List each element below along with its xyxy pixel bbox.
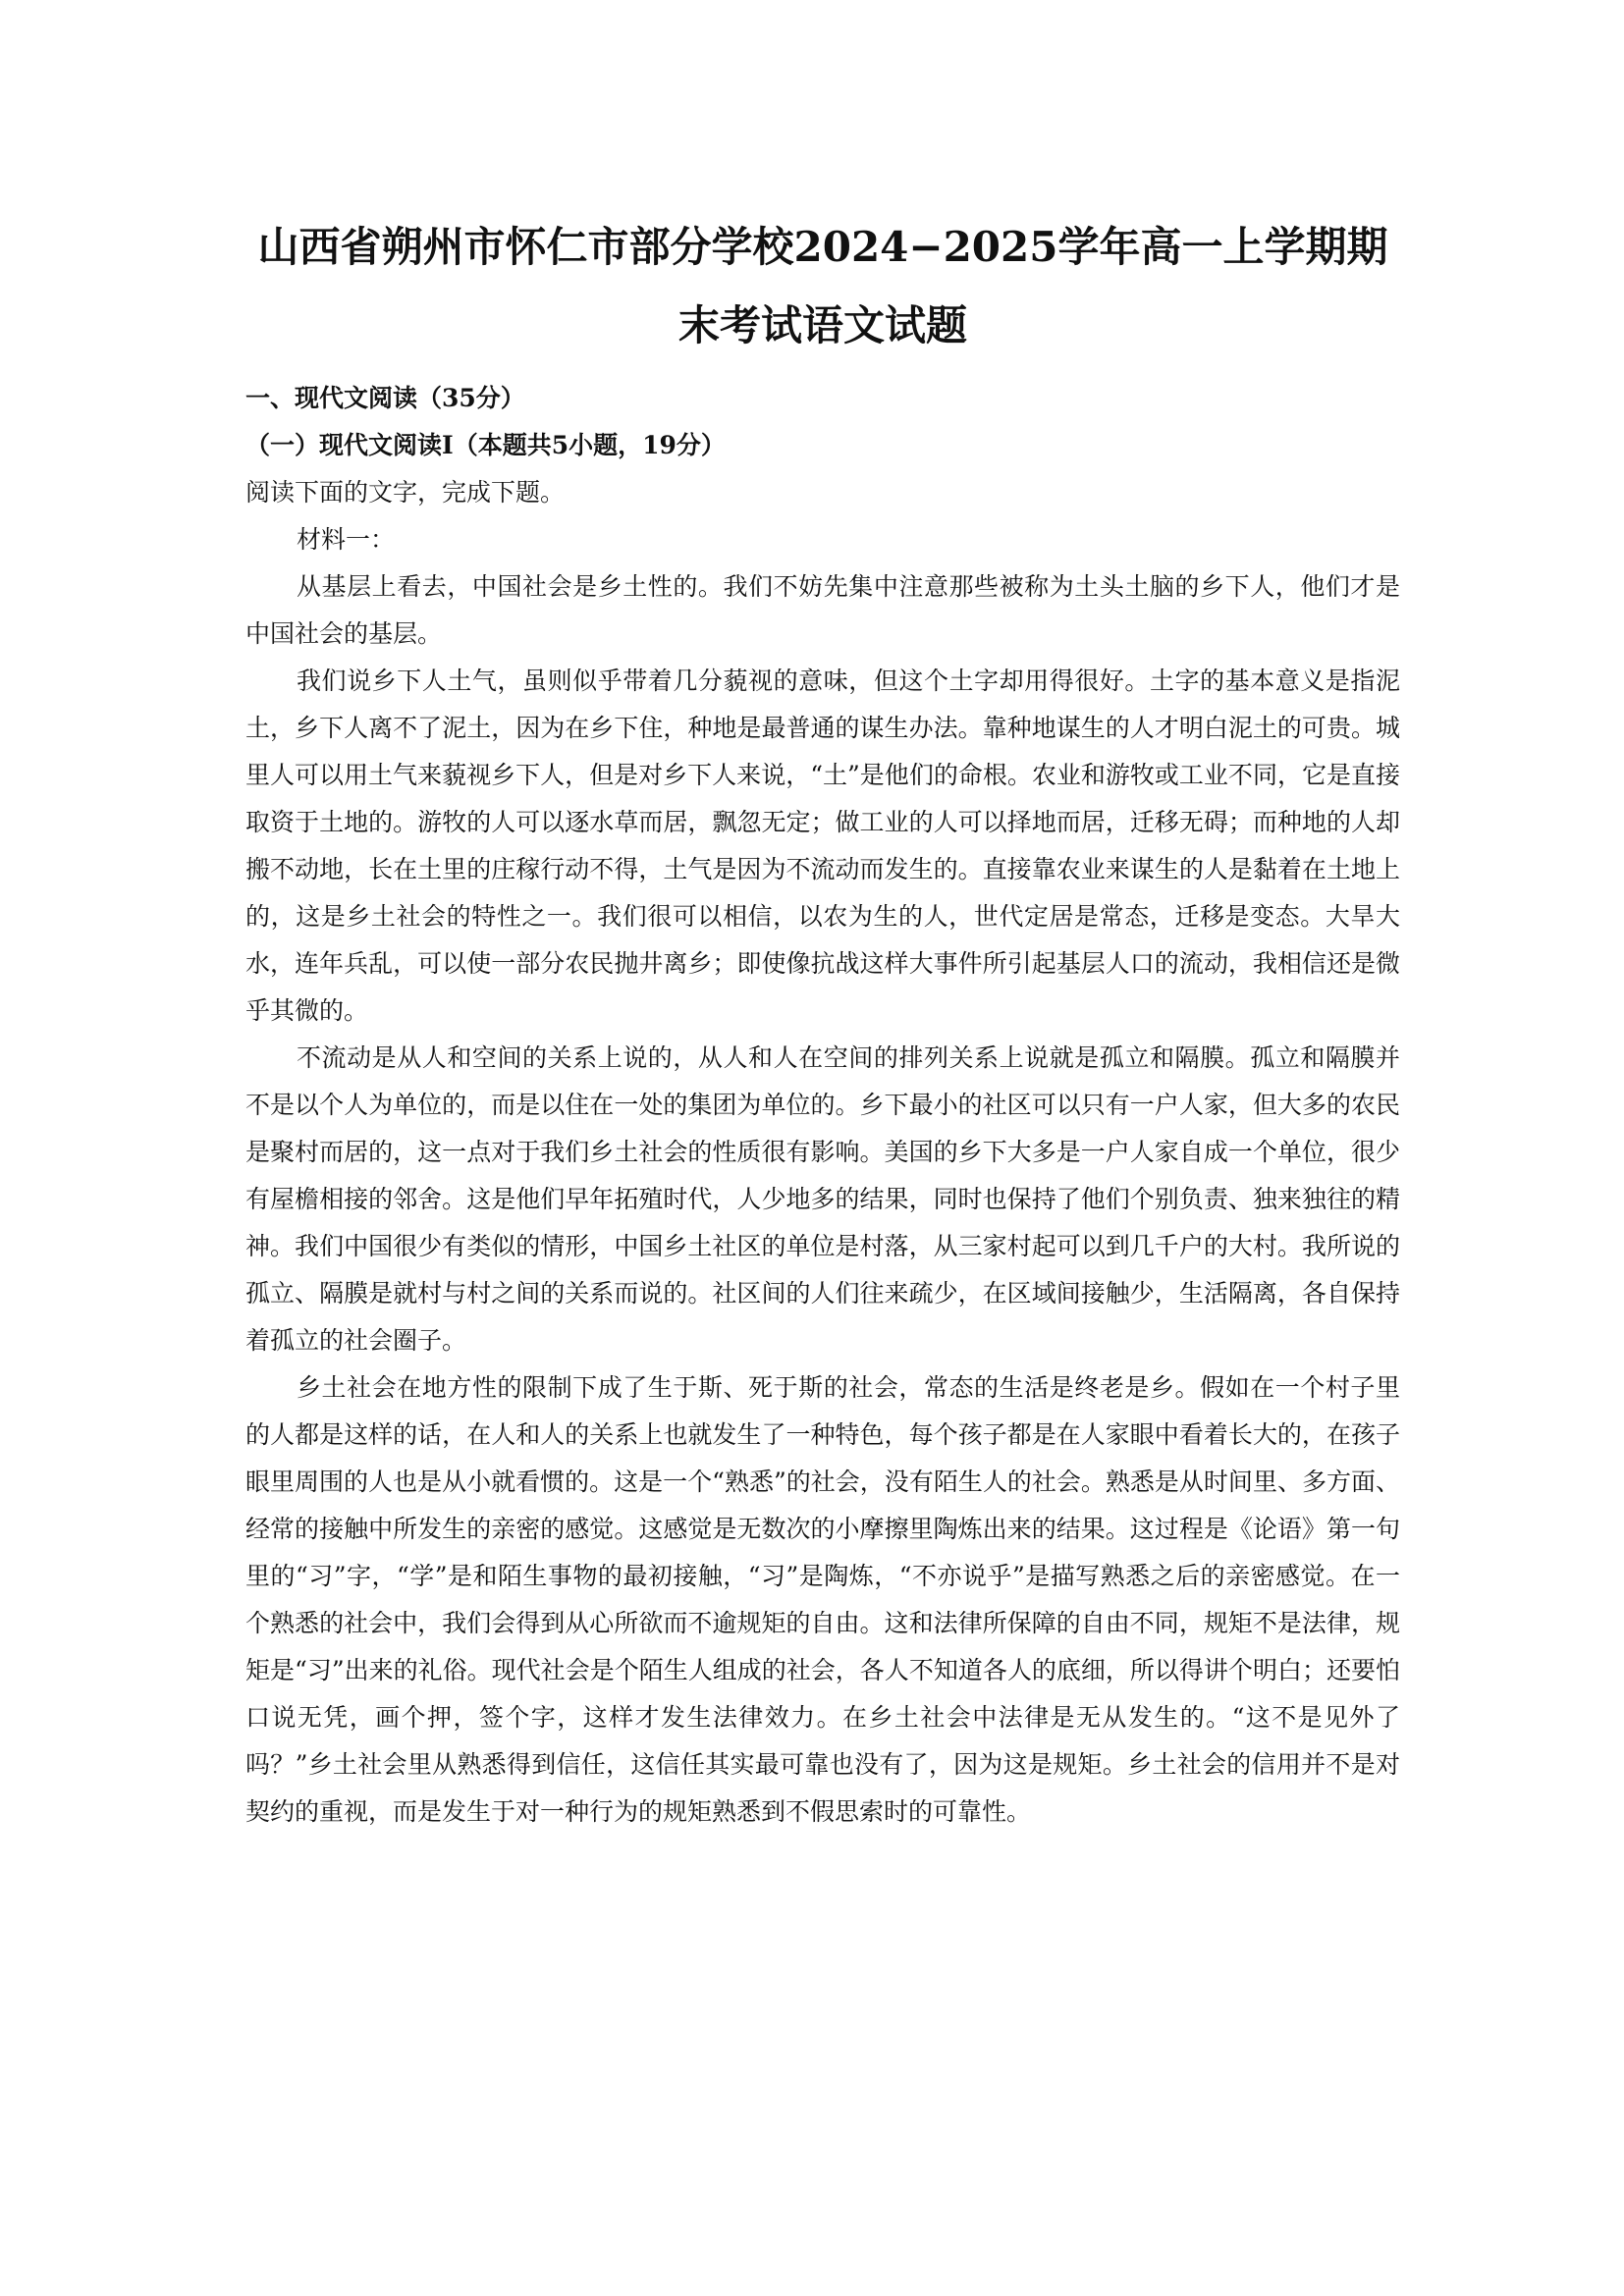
sub-section-heading: （一）现代文阅读Ⅰ（本题共5小题，19分） [245, 431, 726, 459]
passage-paragraph-4: 乡土社会在地方性的限制下成了生于斯、死于斯的社会，常态的生活是终老是乡。假如在一个村子里的人都是这样的话，在人和人的关系上也就发生了一种特色，每个孩子都是在人家眼中看着长大的，在孩子眼里周围的人也是从小就看惯的。这是一个“熟悉”的社会，没有陌生人的社会。熟悉是从时间里、多方面、经常的接触中所发生的亲密的感觉。这感觉是无数次的小摩擦里陶炼出来的结果。这过程是《论语》第一句里的“习”字，“学”是和陌生事物的最初接触，“习”是陶炼，“不亦说乎”是描写熟悉之后的亲密感觉。在一个熟悉的社会中，我们会得到从心所欲而不逾规矩的自由。这和法律所保障的自由不同，规矩不是法律，规矩是“习”出来的礼俗。现代社会是个陌生人组成的社会，各人不知道各人的底细，所以得讲个明白；还要怕口说无凭，画个押，签个字，这样才发生法律效力。在乡土社会中法律是无从发生的。“这不是见外了吗？”乡土社会里从熟悉得到信任，这信任其实最可靠也没有了，因为这是规矩。乡土社会的信用并不是对契约的重视，而是发生于对一种行为的规矩熟悉到不假思索时的可靠性。 [245, 1373, 1400, 1826]
material-label: 材料一： [297, 525, 396, 554]
passage-paragraph-3: 不流动是从人和空间的关系上说的，从人和人在空间的排列关系上说就是孤立和隔膜。孤立和隔膜并不是以个人为单位的，而是以住在一处的集团为单位的。乡下最小的社区可以只有一户人家，但大多的农民是聚村而居的，这一点对于我们乡土社会的性质很有影响。美国的乡下大多是一户人家自成一个单位，很少有屋檐相接的邻舍。这是他们早年拓殖时代，人少地多的结果，同时也保持了他们个别负责、独来独往的精神。我们中国很少有类似的情形，中国乡土社区的单位是村落，从三家村起可以到几千户的大村。我所说的孤立、隔膜是就村与村之间的关系而说的。社区间的人们往来疏少，在区域间接触少，生活隔离，各自保持着孤立的社会圈子。 [245, 1043, 1400, 1355]
exam-title [245, 208, 1400, 365]
exam-title-line-1: 山西省朔州市怀仁市部分学校2024−2025学年高一上学期期 [257, 223, 1388, 271]
passage-paragraph-1: 从基层上看去，中国社会是乡土性的。我们不妨先集中注意那些被称为土头土脑的乡下人，他们才是中国社会的基层。 [245, 572, 1400, 648]
reading-passage [245, 563, 1400, 1836]
passage-paragraph-2: 我们说乡下人土气，虽则似乎带着几分藐视的意味，但这个土字却用得很好。土字的基本意义是指泥土，乡下人离不了泥土，因为在乡下住，种地是最普通的谋生办法。靠种地谋生的人才明白泥土的可贵。城里人可以用土气来藐视乡下人，但是对乡下人来说，“土”是他们的命根。农业和游牧或工业不同，它是直接取资于土地的。游牧的人可以逐水草而居，飘忽无定；做工业的人可以择地而居，迁移无碍；而种地的人却搬不动地，长在土里的庄稼行动不得，土气是因为不流动而发生的。直接靠农业来谋生的人是黏着在土地上的，这是乡土社会的特性之一。我们很可以相信，以农为生的人，世代定居是常态，迁移是变态。大旱大水，连年兵乱，可以使一部分农民抛井离乡；即使像抗战这样大事件所引起基层人口的流动，我相信还是微乎其微的。 [245, 667, 1400, 1025]
exam-title-line-2: 末考试语文试题 [677, 301, 967, 349]
section-heading: 一、现代文阅读（35分） [245, 384, 525, 412]
reading-instruction: 阅读下面的文字，完成下题。 [245, 478, 566, 507]
